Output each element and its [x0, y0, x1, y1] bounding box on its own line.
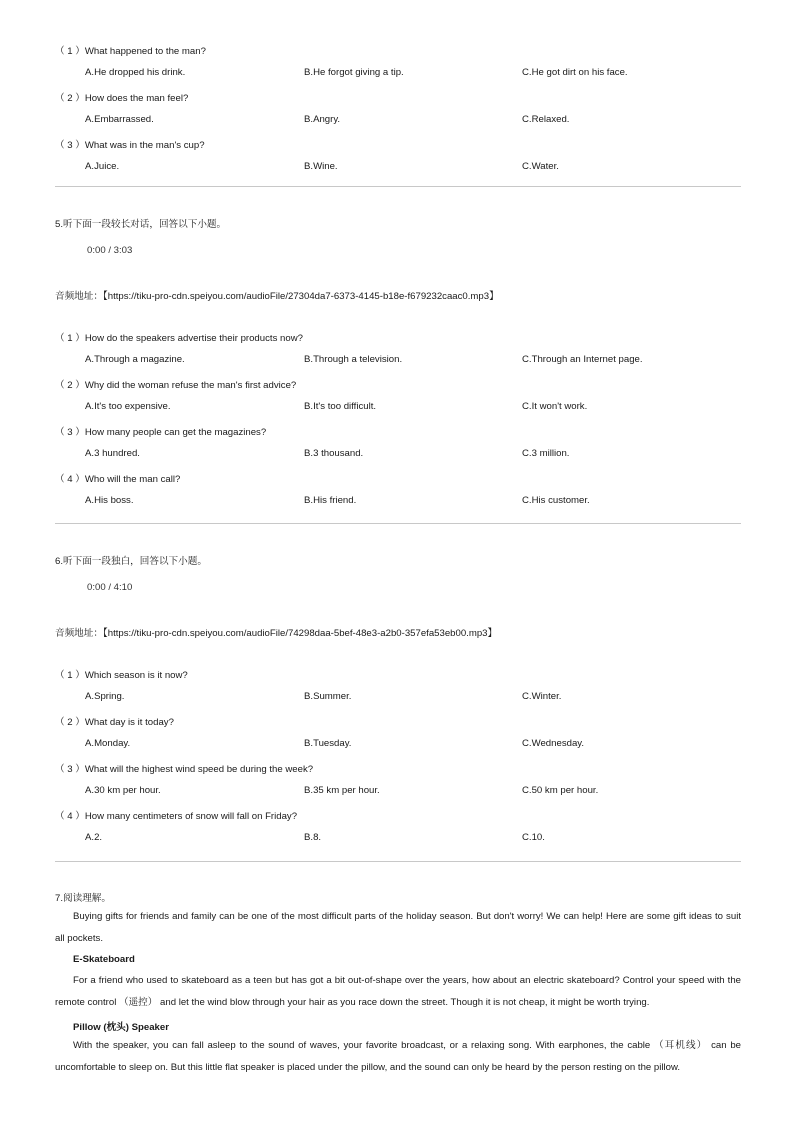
option-b[interactable]: B.Wine. [304, 161, 338, 172]
question-line: （ 4 ）Who will the man call? [55, 474, 181, 485]
divider [55, 186, 741, 187]
option-a[interactable]: A.30 km per hour. [85, 785, 161, 796]
option-c[interactable]: C.It won't work. [522, 401, 588, 412]
question-line: （ 1 ）How do the speakers advertise their products now? [55, 333, 303, 344]
audio-player-time[interactable]: 0:00 / 3:03 [87, 245, 133, 256]
question-line: （ 2 ）How does the man feel? [55, 93, 189, 104]
option-b[interactable]: B.His friend. [304, 495, 357, 506]
option-a[interactable]: A.3 hundred. [85, 448, 140, 459]
audio-player-time[interactable]: 0:00 / 4:10 [87, 582, 133, 593]
divider [55, 861, 741, 862]
option-b[interactable]: B.Angry. [304, 114, 341, 125]
audio-url[interactable]: 音频地址：【https://tiku-pro-cdn.speiyou.com/audioFile/74298daa-5bef-48e3-a2b0-357efa53eb00.mp3】 [55, 628, 498, 639]
option-b[interactable]: B.35 km per hour. [304, 785, 380, 796]
question-line: （ 1 ）What happened to the man? [55, 46, 206, 57]
option-c[interactable]: C.Through an Internet page. [522, 354, 643, 365]
option-a[interactable]: A.His boss. [85, 495, 134, 506]
question-line: （ 2 ）Why did the woman refuse the man's first advice? [55, 380, 297, 391]
section-title: 5.听下面一段较长对话，回答以下小题。 [55, 219, 227, 230]
intro-paragraph: Buying gifts for friends and family can be one of the most difficult parts of the holiday season. But don't worry! We can help! Here are some gift ideas to suit all pockets. [55, 911, 741, 944]
option-c[interactable]: C.50 km per hour. [522, 785, 599, 796]
option-c[interactable]: C.He got dirt on his face. [522, 67, 628, 78]
option-b[interactable]: B.3 thousand. [304, 448, 364, 459]
option-b[interactable]: B.Through a television. [304, 354, 403, 365]
divider [55, 523, 741, 524]
question-line: （ 4 ）How many centimeters of snow will fall on Friday? [55, 811, 298, 822]
option-c[interactable]: C.10. [522, 832, 545, 843]
question-line: （ 3 ）What will the highest wind speed be during the week? [55, 764, 314, 775]
question-line: （ 1 ）Which season is it now? [55, 670, 188, 681]
option-a[interactable]: A.2. [85, 832, 103, 843]
option-b[interactable]: B.Tuesday. [304, 738, 352, 749]
option-c[interactable]: C.His customer. [522, 495, 590, 506]
question-line: （ 3 ）How many people can get the magazines? [55, 427, 267, 438]
option-c[interactable]: C.Water. [522, 161, 559, 172]
option-c[interactable]: C.Relaxed. [522, 114, 570, 125]
option-c[interactable]: C.3 million. [522, 448, 570, 459]
option-b[interactable]: B.Summer. [304, 691, 352, 702]
option-c[interactable]: C.Wednesday. [522, 738, 585, 749]
section-title: 6.听下面一段独白，回答以下小题。 [55, 556, 207, 567]
option-a[interactable]: A.Juice. [85, 161, 120, 172]
option-b[interactable]: B.He forgot giving a tip. [304, 67, 404, 78]
question-line: （ 2 ）What day is it today? [55, 717, 174, 728]
item-paragraph: For a friend who used to skateboard as a teen but has got a bit out-of-shape over the years, how about an electric skateboard? Control your speed with the remote control （遥控） and let the wind blow through your hair as you race down the street. Though it is not cheap, it might be worth trying. [55, 975, 741, 1008]
option-a[interactable]: A.Spring. [85, 691, 125, 702]
item-paragraph: With the speaker, you can fall asleep to the sound of waves, your favorite broadcast, or a relaxing song. With earphones, the cable （耳机线） can be uncomfortable to sleep on. But this little flat speaker is placed under the pillow, and the sound can only be heard by the person resting on the pillow. [55, 1040, 741, 1073]
option-a[interactable]: A.Embarrassed. [85, 114, 154, 125]
option-b[interactable]: B.8. [304, 832, 322, 843]
item-heading: Pillow (枕头) Speaker [73, 1022, 169, 1033]
audio-url[interactable]: 音频地址：【https://tiku-pro-cdn.speiyou.com/audioFile/27304da7-6373-4145-b18e-f679232caac0.mp3】 [55, 291, 499, 302]
option-a[interactable]: A.It's too expensive. [85, 401, 171, 412]
item-heading: E-Skateboard [73, 954, 135, 965]
question-line: （ 3 ）What was in the man's cup? [55, 140, 205, 151]
option-b[interactable]: B.It's too difficult. [304, 401, 377, 412]
option-a[interactable]: A.He dropped his drink. [85, 67, 186, 78]
option-a[interactable]: A.Through a magazine. [85, 354, 185, 365]
option-c[interactable]: C.Winter. [522, 691, 562, 702]
option-a[interactable]: A.Monday. [85, 738, 131, 749]
section-title: 7.阅读理解。 [55, 893, 111, 904]
